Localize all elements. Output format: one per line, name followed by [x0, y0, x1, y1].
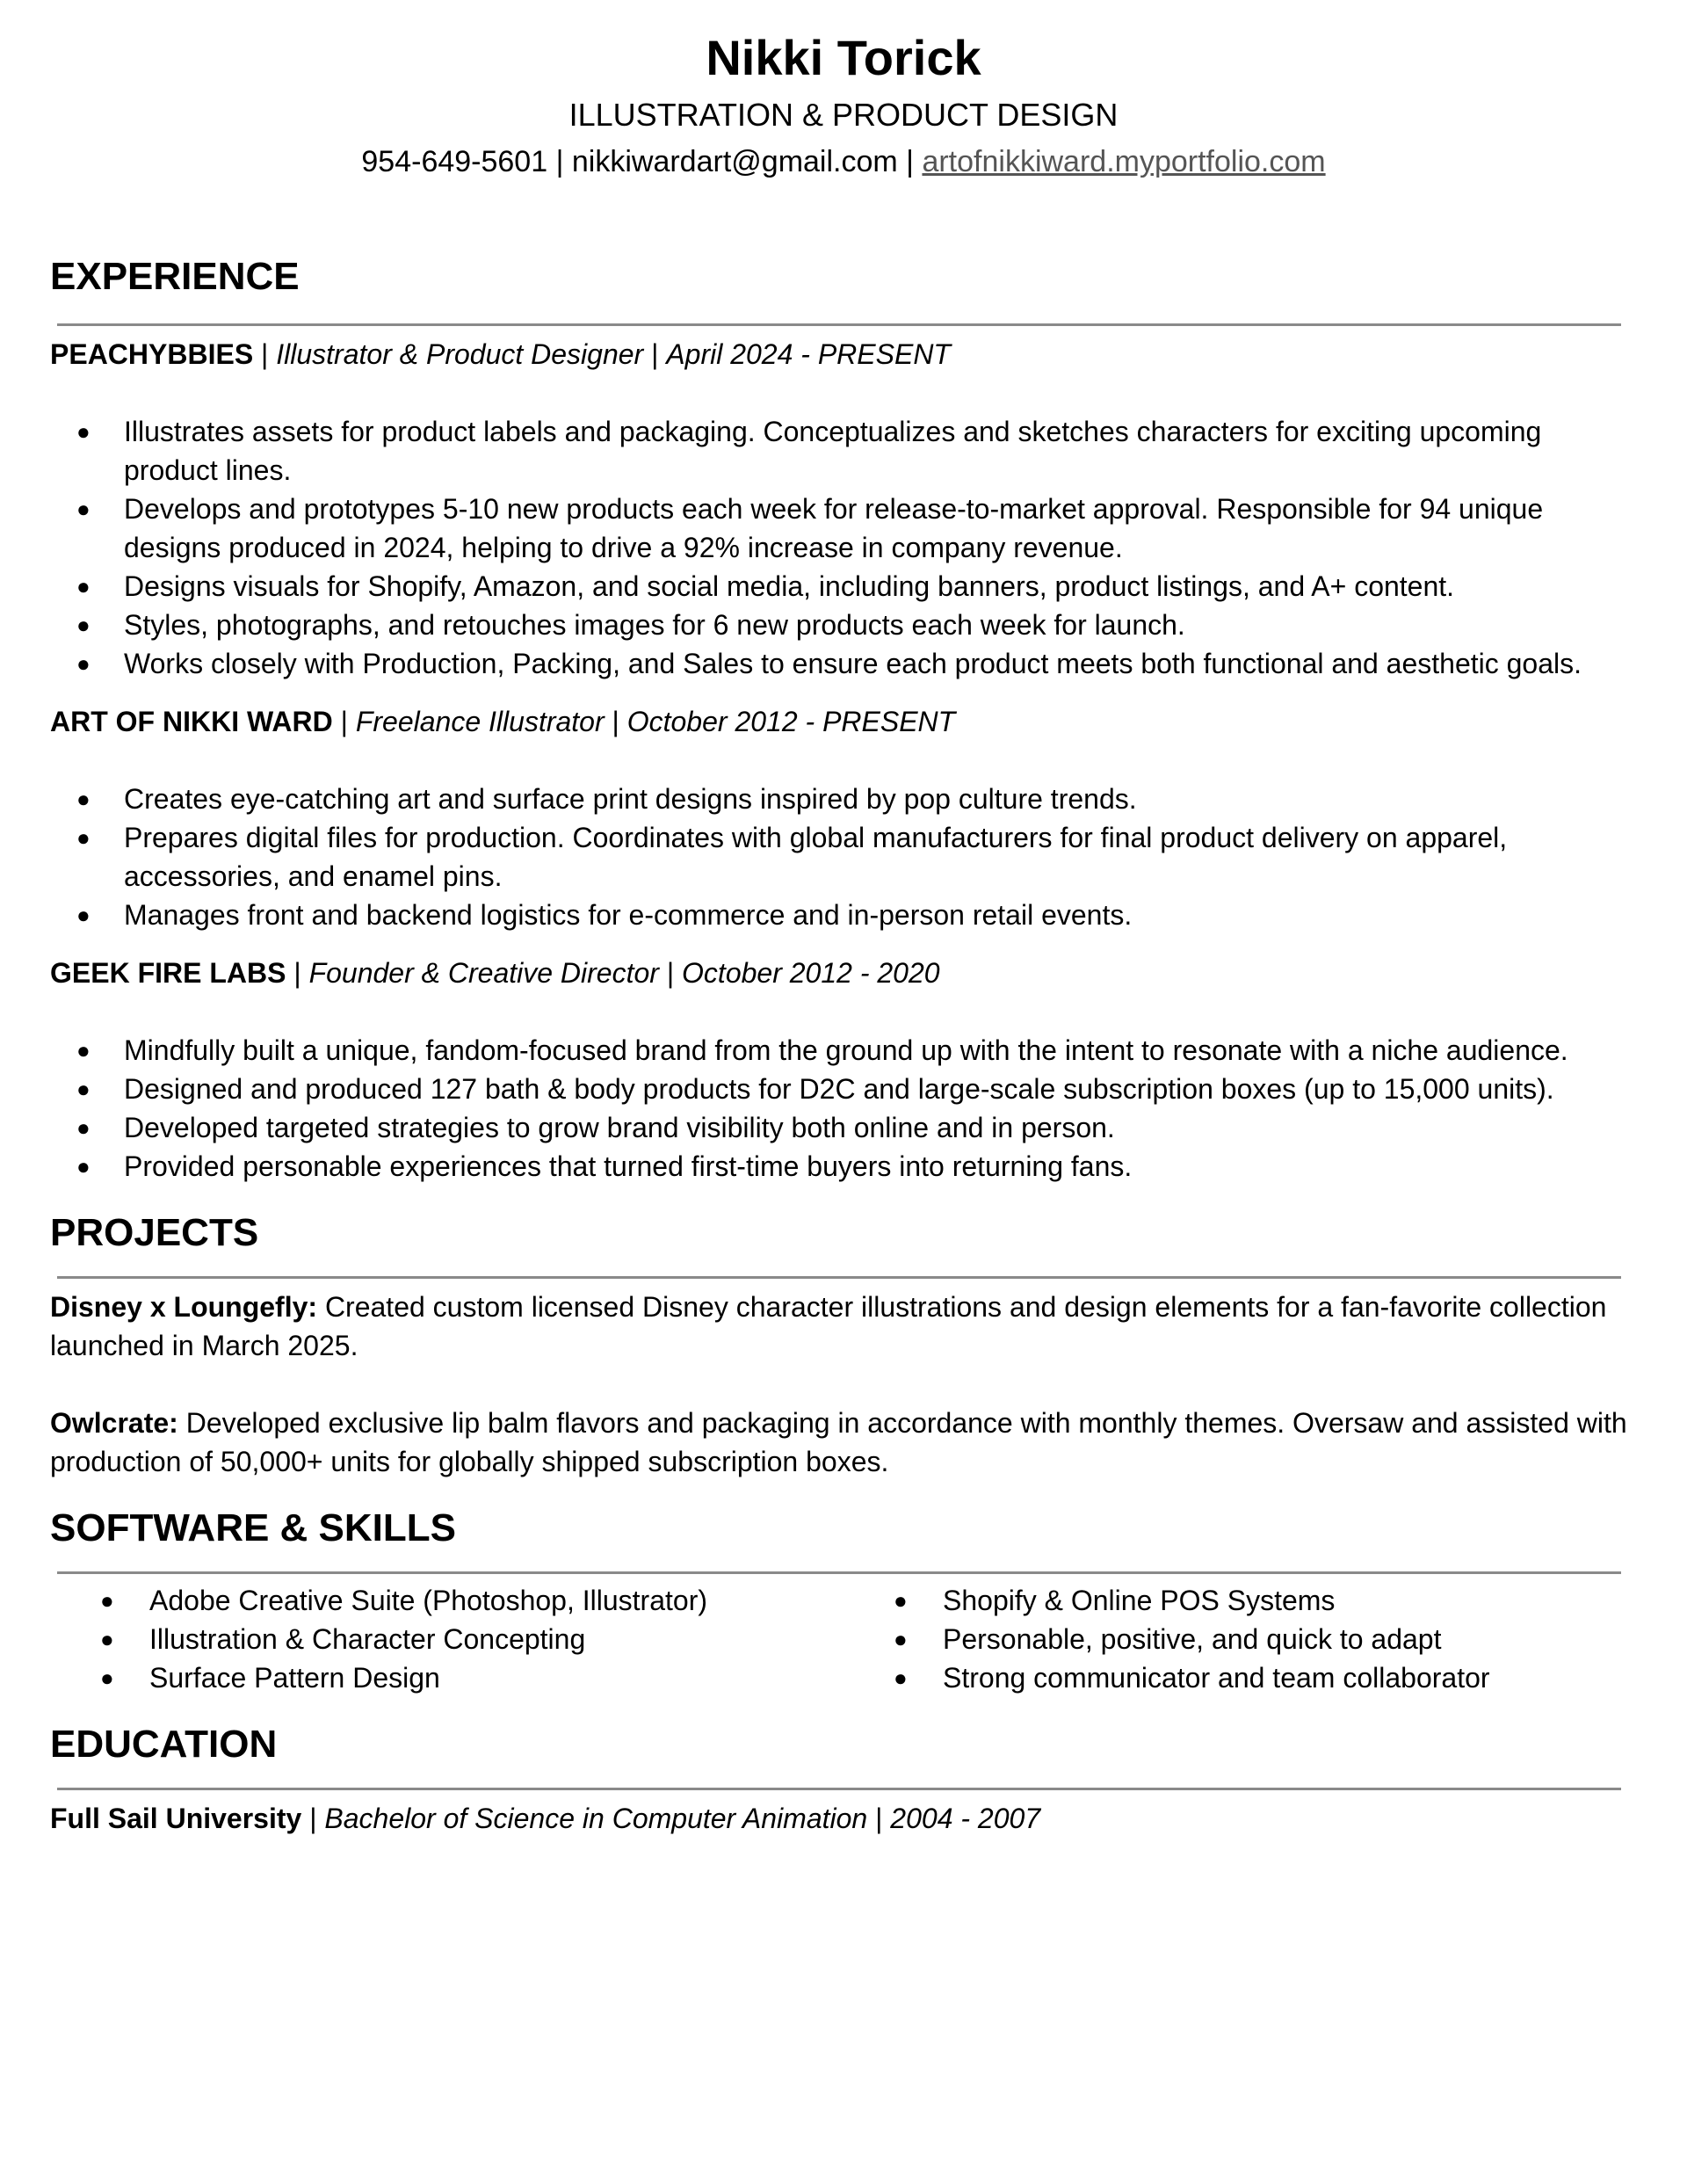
bullet-icon: ● — [76, 1076, 91, 1102]
list-item: ● Manages front and backend logistics for e-commerce and in-person retail events. — [50, 896, 1637, 934]
bullet-icon: ● — [894, 1665, 908, 1691]
bullet-icon: ● — [894, 1587, 908, 1614]
job-company: ART OF NIKKI WARD — [50, 706, 333, 737]
separator: | — [253, 338, 277, 370]
separator: | — [332, 706, 356, 737]
job-company: PEACHYBBIES — [50, 338, 254, 370]
bullet-icon: ● — [100, 1665, 114, 1691]
skill-item: ● Shopify & Online POS Systems — [844, 1581, 1637, 1620]
bullet-icon: ● — [76, 573, 91, 599]
list-item: ● Creates eye-catching art and surface print designs inspired by pop culture trends. — [50, 780, 1637, 818]
email-address: nikkiwardart@gmail.com — [571, 145, 898, 178]
job-dates: April 2024 - PRESENT — [666, 338, 951, 370]
skills-list-right — [844, 1581, 1637, 1697]
project-description: Created custom licensed Disney character illustrations and design elements for a fan-favorite collection launched in March 2025. — [50, 1291, 1607, 1361]
skill-item: ● Strong communicator and team collaborator — [844, 1658, 1637, 1697]
bullet-icon: ● — [76, 650, 91, 677]
bullet-icon: ● — [100, 1626, 114, 1652]
separator: | — [643, 338, 667, 370]
skills-list-left — [50, 1581, 844, 1697]
section-divider — [57, 323, 1621, 326]
job-bullets — [50, 412, 1637, 683]
projects-section — [50, 1210, 1637, 1481]
skills-section — [50, 1506, 1637, 1697]
job-dates: October 2012 - 2020 — [682, 957, 940, 989]
bullet-icon: ● — [76, 612, 91, 638]
experience-section — [50, 254, 1637, 1186]
skill-item: ● Surface Pattern Design — [50, 1658, 844, 1697]
bullet-icon: ● — [894, 1626, 908, 1652]
education-dates: 2004 - 2007 — [890, 1803, 1041, 1834]
section-divider — [57, 1571, 1621, 1574]
bullet-icon: ● — [76, 1153, 91, 1179]
contact-separator: | — [547, 145, 572, 178]
job-role: Founder & Creative Director — [308, 957, 659, 989]
separator: | — [604, 706, 627, 737]
separator: | — [658, 957, 683, 989]
skills-heading: SOFTWARE & SKILLS — [50, 1506, 456, 1549]
skill-item: ● Adobe Creative Suite (Photoshop, Illustrator) — [50, 1581, 844, 1620]
list-item: ● Provided personable experiences that turned first-time buyers into returning fans. — [50, 1147, 1637, 1186]
experience-heading: EXPERIENCE — [50, 255, 300, 298]
bullet-icon: ● — [76, 902, 91, 928]
bullet-icon: ● — [76, 824, 91, 851]
project-item — [50, 1288, 1637, 1365]
skill-item: ● Personable, positive, and quick to adapt — [844, 1620, 1637, 1658]
projects-heading: PROJECTS — [50, 1211, 259, 1254]
contact-separator: | — [897, 145, 923, 178]
list-item: ● Styles, photographs, and retouches images for 6 new products each week for launch. — [50, 606, 1637, 644]
candidate-subtitle: ILLUSTRATION & PRODUCT DESIGN — [568, 97, 1119, 133]
project-description: Developed exclusive lip balm flavors and packaging in accordance with monthly themes. Oversaw and assisted with production of 50,000+ units for globally shipped subscription boxes. — [50, 1407, 1627, 1477]
separator: | — [301, 1803, 325, 1834]
school-name: Full Sail University — [50, 1803, 302, 1834]
bullet-icon: ● — [76, 1114, 91, 1141]
list-item: ● Designs visuals for Shopify, Amazon, and social media, including banners, product listings, and A+ content. — [50, 567, 1637, 606]
candidate-name: Nikki Torick — [706, 30, 981, 85]
list-item: ● Prepares digital files for production. Coordinates with global manufacturers for final product delivery on apparel, accessories, and enamel pins. — [50, 818, 1637, 896]
bullet-icon: ● — [100, 1587, 114, 1614]
job-bullets — [50, 780, 1637, 934]
job-company: GEEK FIRE LABS — [50, 957, 286, 989]
job-role: Freelance Illustrator — [355, 706, 605, 737]
list-item: ● Developed targeted strategies to grow brand visibility both online and in person. — [50, 1108, 1637, 1147]
job-header — [50, 702, 1637, 741]
separator: | — [286, 957, 309, 989]
job-bullets — [50, 1031, 1637, 1186]
degree: Bachelor of Science in Computer Animation — [324, 1803, 868, 1834]
skills-columns — [50, 1581, 1637, 1697]
education-section — [50, 1722, 1637, 1838]
education-entry — [50, 1799, 1637, 1838]
list-item: ● Designed and produced 127 bath & body products for D2C and large-scale subscription boxes (up to 15,000 units). — [50, 1070, 1637, 1108]
job-header — [50, 335, 1637, 374]
bullet-icon: ● — [76, 786, 91, 812]
section-divider — [57, 1788, 1621, 1790]
education-heading: EDUCATION — [50, 1723, 278, 1766]
job-header — [50, 954, 1637, 992]
list-item: ● Illustrates assets for product labels and packaging. Conceptualizes and sketches characters for exciting upcoming product lines. — [50, 412, 1637, 490]
bullet-icon: ● — [76, 418, 91, 445]
list-item: ● Develops and prototypes 5-10 new products each week for release-to-market approval. Responsible for 94 unique designs produced in 2024, helping to drive a 92% increase in company revenue. — [50, 490, 1637, 567]
phone-number: 954-649-5601 — [361, 145, 548, 178]
portfolio-link[interactable]: artofnikkiward.myportfolio.com — [922, 145, 1326, 178]
job-role: Illustrator & Product Designer — [276, 338, 644, 370]
contact-line — [50, 141, 1637, 183]
resume-header — [50, 0, 1637, 183]
bullet-icon: ● — [76, 1037, 91, 1063]
project-item — [50, 1404, 1637, 1481]
section-divider — [57, 1276, 1621, 1279]
skill-item: ● Illustration & Character Concepting — [50, 1620, 844, 1658]
job-dates: October 2012 - PRESENT — [626, 706, 956, 737]
list-item: ● Works closely with Production, Packing, and Sales to ensure each product meets both functional and aesthetic goals. — [50, 644, 1637, 683]
bullet-icon: ● — [76, 496, 91, 522]
list-item: ● Mindfully built a unique, fandom-focused brand from the ground up with the intent to resonate with a niche audience. — [50, 1031, 1637, 1070]
project-name: Owlcrate: — [50, 1407, 178, 1439]
separator: | — [867, 1803, 891, 1834]
project-name: Disney x Loungefly: — [50, 1291, 318, 1323]
